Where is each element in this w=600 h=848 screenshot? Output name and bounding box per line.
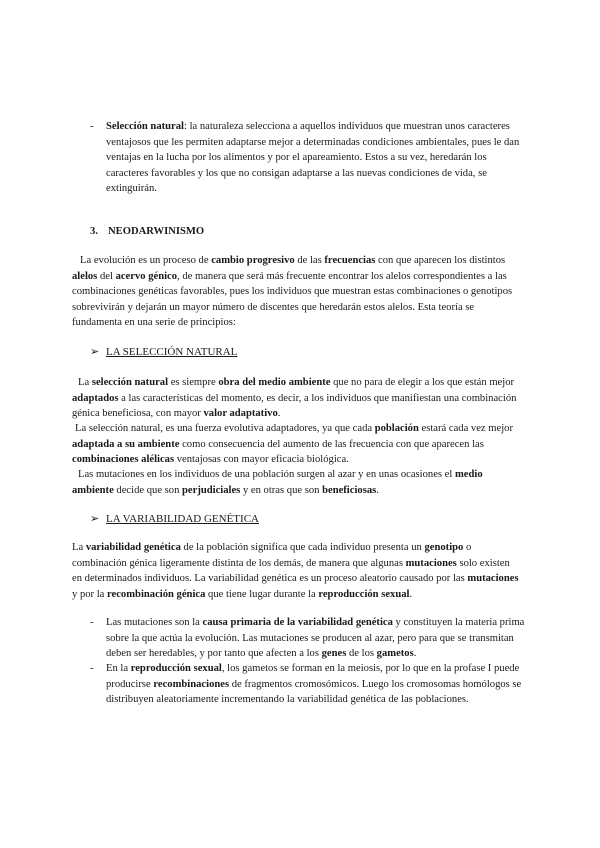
bold-term: causa primaria de la variabilidad genética (202, 617, 393, 628)
section-number: 3. (90, 226, 98, 237)
seleccion-paragraph-2 (72, 421, 522, 468)
bold-term: gametos (376, 648, 414, 660)
bold-term: genotipo (424, 542, 464, 553)
list-item-seleccion-natural (90, 119, 530, 197)
bold-term: medio ambiente (72, 469, 483, 496)
text-run: Las mutaciones en los individuos de una población surgen al azar y en unas ocasiones el (78, 469, 455, 480)
arrow-bullet-icon: ➢ (90, 513, 100, 525)
text-run: y constituyen la materia prima sobre la que actúa la evolución. Las mutaciones se producen al azar, pero para que se transmitan deben ser heredables, y por tanto que afecten a los (106, 617, 525, 660)
text-run: de los (346, 648, 377, 660)
subheading-variabilidad-genetica (90, 512, 259, 528)
bold-term: combinaciones alélicas (72, 454, 175, 466)
bold-term: obra del medio ambiente (218, 377, 331, 388)
text-run: y por la (72, 588, 108, 600)
text-run: como consecuencia del aumento de las frecuencia con que aparecen las (179, 438, 484, 450)
text-run: decide que son (113, 484, 183, 496)
text-run: de las (294, 255, 325, 266)
text-run: En la (106, 663, 131, 674)
term-bold: Selección natural (106, 121, 184, 132)
text-run: La evolución es un proceso de (80, 255, 212, 266)
text-run: , los gametos se forman en la meiosis, por lo que en la profase I puede producirse (106, 663, 520, 690)
list-item-text (106, 661, 530, 708)
bold-term: reproducción sexual (318, 588, 410, 600)
bold-term: beneficiosas (322, 484, 377, 496)
text-run: que no para de elegir a los que están mejor (330, 377, 515, 388)
intro-paragraph (72, 253, 522, 331)
list-item-text (106, 615, 530, 662)
bold-term: selección natural (91, 377, 169, 388)
text-run: es siempre (168, 377, 219, 388)
text-run: Las mutaciones son la (106, 617, 203, 628)
bold-term: perjudiciales (182, 484, 241, 496)
text-run: solo existen en determinados individuos. La variabilidad genética es un proceso aleatorio causado por las (72, 557, 510, 585)
section-title: NEODARWINISMO (108, 226, 205, 237)
bold-term: población (374, 423, 419, 434)
bold-term: recombinación génica (107, 588, 206, 600)
bold-term: mutaciones (467, 573, 519, 585)
list-item-reproduccion-sexual (90, 661, 530, 708)
text-run: . (409, 588, 413, 600)
text-run: . (376, 484, 379, 496)
list-item-mutaciones (90, 615, 530, 662)
text-run: La (72, 542, 86, 553)
text-run: o combinación génica ligeramente distinta de los demás, de manera que algunas (72, 542, 472, 569)
bold-term: genes (321, 648, 347, 660)
text-run: : la naturaleza selecciona a aquellos individuos que muestran unos caracteres ventajosos que les permiten adaptarse mejor a determinadas condiciones ambientales, pues le dan ventajas en la lucha por los alimentos y por el apareamiento. Estos a su vez, heredarán los caracteres favorables y los que no consigan adaptarse a las nuevas condiciones de vida, se extinguirán. (106, 121, 520, 195)
bold-term: cambio progresivo (211, 255, 295, 266)
bullet-dash: - (90, 663, 94, 674)
seleccion-paragraph-1 (72, 375, 522, 422)
arrow-bullet-icon: ➢ (90, 346, 100, 358)
bold-term: adaptada a su ambiente (72, 438, 180, 450)
text-run: , de manera que será más frecuente encontrar los alelos correspondientes a las combinaciones genéticas favorables, pues los individuos que muestran estas combinaciones o genotipos sobrevivirán y dejarán un mayor número de discentes que heredarán estos alelos. Esta teoría se fundamenta en una serie de principios: (72, 270, 513, 329)
bold-term: valor adaptativo (203, 408, 278, 420)
text-run: La selección natural, es una fuerza evolutiva adaptadores, ya que cada (75, 423, 375, 434)
text-run: . (413, 648, 417, 660)
list-item-text (106, 119, 530, 197)
bold-term: adaptados (72, 392, 119, 404)
bold-term: alelos (72, 270, 98, 282)
section-heading (90, 224, 204, 240)
text-run: a las características del momento, es decir, a los individuos que manifiestan una combinación génica beneficiosa, con mayor (72, 392, 517, 420)
subheading-label: LA VARIABILIDAD GENÉTICA (106, 513, 259, 525)
bold-term: frecuencias (324, 255, 376, 266)
text-run: La (78, 377, 92, 388)
subheading-label: LA SELECCIÓN NATURAL (106, 346, 238, 358)
bold-term: variabilidad genética (85, 542, 181, 553)
variabilidad-paragraph (72, 540, 522, 602)
text-run: de la población significa que cada individuo presenta un (180, 542, 425, 553)
bold-term: mutaciones (405, 557, 457, 569)
bullet-dash: - (90, 121, 94, 132)
text-run: del (97, 270, 116, 282)
text-run: con que aparecen los distintos (375, 255, 506, 266)
text-run: estará cada vez mejor (418, 423, 513, 434)
bold-term: recombinaciones (153, 678, 230, 690)
bold-term: acervo génico (115, 270, 178, 282)
text-run: . (277, 408, 281, 420)
bullet-dash: - (90, 617, 94, 628)
text-run: y en otras que son (240, 484, 323, 496)
text-run: de fragmentos cromosómicos. Luego los cromosomas homólogos se distribuyen aleatoriamente incrementando la variabilidad genética de las poblaciones. (106, 678, 522, 706)
seleccion-paragraph-3 (72, 467, 522, 498)
text-run: que tiene lugar durante la (205, 588, 319, 600)
text-run: ventajosas con mayor eficacia biológica. (174, 454, 349, 466)
subheading-seleccion-natural (90, 345, 237, 361)
bold-term: reproducción sexual (130, 663, 222, 674)
